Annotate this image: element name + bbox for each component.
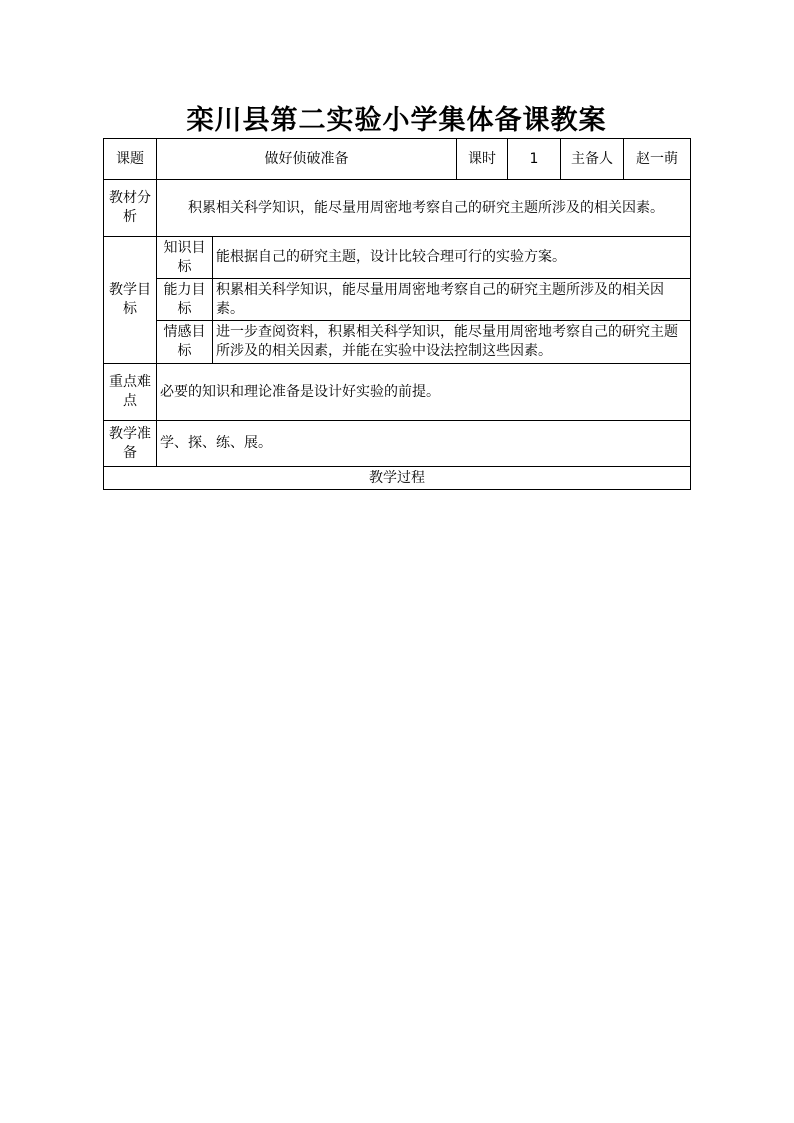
preparer-label: 主备人 bbox=[561, 139, 624, 180]
header-row bbox=[104, 139, 691, 180]
objectives-label: 教学目标 bbox=[104, 237, 157, 364]
objective-row-knowledge bbox=[104, 237, 691, 279]
topic-label: 课题 bbox=[104, 139, 157, 180]
objective-text-ability: 积累相关科学知识，能尽量用周密地考察自己的研究主题所涉及的相关因素。 bbox=[213, 279, 691, 321]
objective-row-emotion bbox=[104, 321, 691, 364]
preparation-text: 学、探、练、展。 bbox=[157, 421, 691, 467]
material-analysis-row bbox=[104, 180, 691, 237]
preparation-row bbox=[104, 421, 691, 467]
process-label: 教学过程 bbox=[104, 467, 691, 490]
preparer-value: 赵一萌 bbox=[624, 139, 691, 180]
key-points-row bbox=[104, 364, 691, 421]
document-title: 栾川县第二实验小学集体备课教案 bbox=[186, 105, 607, 136]
preparation-label: 教学准备 bbox=[104, 421, 157, 467]
lesson-plan-table bbox=[103, 138, 691, 490]
objective-label-ability: 能力目标 bbox=[157, 279, 213, 321]
material-analysis-text: 积累相关科学知识，能尽量用周密地考察自己的研究主题所涉及的相关因素。 bbox=[157, 180, 691, 237]
objective-label-emotion: 情感目标 bbox=[157, 321, 213, 364]
process-row bbox=[104, 467, 691, 490]
objective-text-emotion: 进一步查阅资料，积累相关科学知识，能尽量用周密地考察自己的研究主题所涉及的相关因素，并能在实验中设法控制这些因素。 bbox=[213, 321, 691, 364]
objective-text-knowledge: 能根据自己的研究主题，设计比较合理可行的实验方案。 bbox=[213, 237, 691, 279]
objective-row-ability bbox=[104, 279, 691, 321]
hours-value: 1 bbox=[508, 139, 561, 180]
material-analysis-label: 教材分析 bbox=[104, 180, 157, 237]
key-points-text: 必要的知识和理论准备是设计好实验的前提。 bbox=[157, 364, 691, 421]
topic-value: 做好侦破准备 bbox=[157, 139, 457, 180]
key-points-label: 重点难点 bbox=[104, 364, 157, 421]
hours-label: 课时 bbox=[457, 139, 508, 180]
objective-label-knowledge: 知识目标 bbox=[157, 237, 213, 279]
